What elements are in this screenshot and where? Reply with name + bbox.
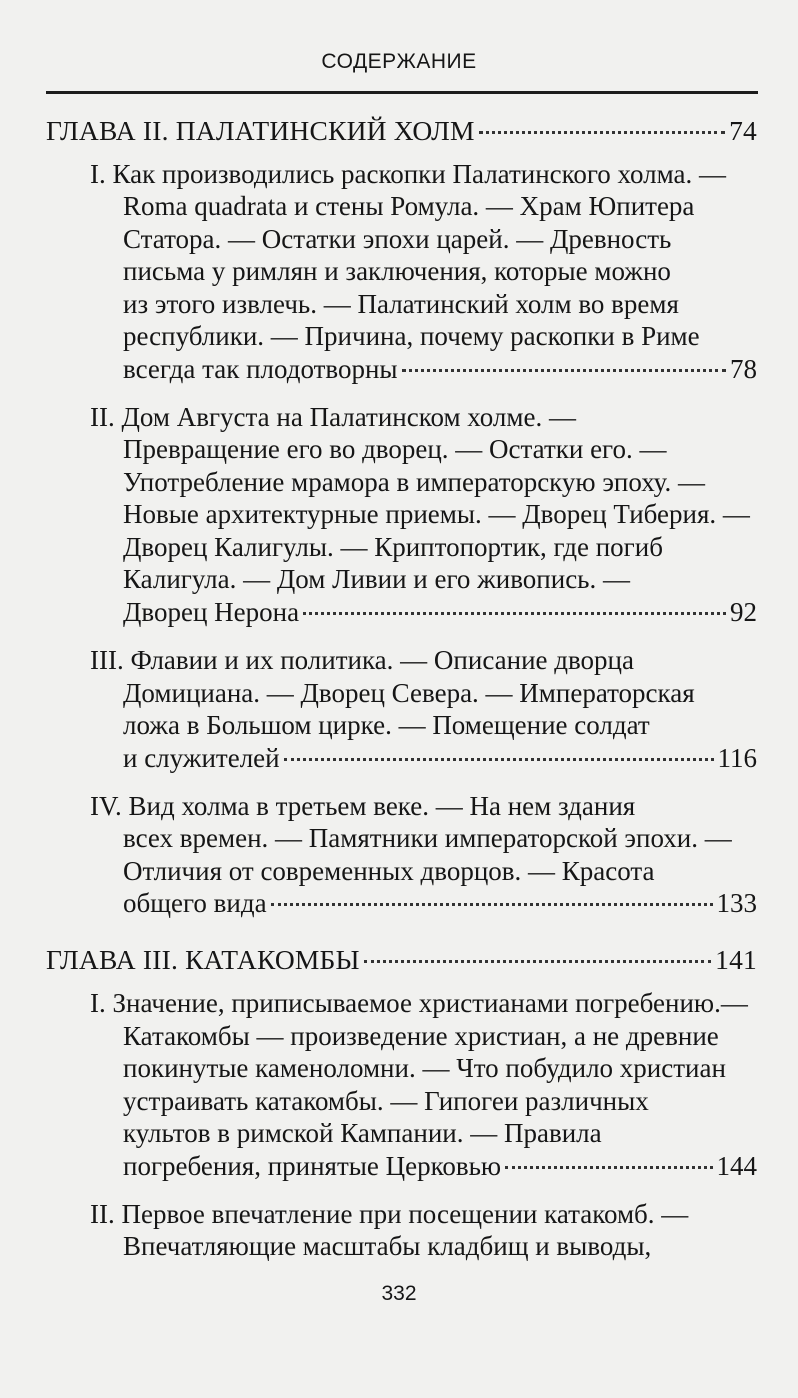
toc-line: устраивать катакомбы. — Гипогеи различных [123,1086,649,1116]
toc-line: Употребление мрамора в императорскую эпоху. — [123,467,705,497]
toc-line: письма у римлян и заключения, которые можно [123,256,671,286]
toc-line: Дворец Калигулы. — Криптопортик, где погиб [123,532,663,562]
toc-line: Впечатляющие масштабы кладбищ и выводы, [123,1231,652,1261]
toc-line: Новые архитектурные приемы. — Дворец Тиберия. — [123,499,750,529]
toc-entry-end: и служителей 116 [123,740,757,776]
toc-line: Превращение его во дворец. — Остатки его. — [123,434,667,464]
toc-line: республики. — Причина, почему раскопки в Риме [123,321,700,351]
toc-line: культов в римской Кампании. — Правила [123,1118,602,1148]
page-number: 141 [715,944,757,975]
toc-line: I. Значение, приписываемое христианами погребению.— [90,988,748,1018]
toc-line: III. Флавии и их политика. — Описание дворца [90,645,634,675]
page-number-footer: 332 [381,1282,417,1305]
toc-line: Статора. — Остатки эпохи царей. — Древность [123,224,672,254]
page-number: 74 [729,115,757,146]
dot-leader [303,612,726,615]
chapter-title: ГЛАВА III. КАТАКОМБЫ [46,944,360,975]
toc-line: всех времен. — Памятники императорской эпохи. — [123,823,732,853]
dot-leader [364,960,711,963]
dot-leader [284,758,714,761]
dot-leader [505,1166,712,1169]
toc-line: покинутые каменоломни. — Что побудило христиан [123,1053,726,1083]
dot-leader [479,131,725,134]
toc-line: IV. Вид холма в третьем веке. — На нем здания [90,791,636,821]
chapter-title: ГЛАВА II. ПАЛАТИНСКИЙ ХОЛМ [46,115,475,146]
toc-entry-end: общего вида 133 [123,885,757,921]
chapter-heading [46,942,757,978]
page-number: 144 [716,1151,757,1181]
toc-entry-end: погребения, принятые Церковью 144 [123,1148,757,1184]
dot-leader [402,369,726,372]
toc-line: II. Дом Августа на Палатинском холме. — [90,402,576,432]
toc-line: из этого извлечь. — Палатинский холм во время [123,289,679,319]
page-number: 92 [730,597,757,627]
running-header: СОДЕРЖАНИЕ [321,50,477,73]
page-number: 133 [716,888,757,918]
header-rule [46,91,758,94]
toc-line: Roma quadrata и стены Ромула. — Храм Юпитера [123,191,695,221]
toc-line: II. Первое впечатление при посещении катакомб. — [90,1199,689,1229]
chapter-heading [46,113,757,149]
page-number: 78 [730,354,757,384]
page-number: 116 [717,743,757,773]
toc-line: I. Как производились раскопки Палатинского холма. — [90,159,727,189]
toc-entry-end: Дворец Нерона 92 [123,594,757,630]
toc-line: ложа в Большом цирке. — Помещение солдат [123,710,650,740]
toc-line: Калигула. — Дом Ливии и его живопись. — [123,564,630,594]
toc-line: Домициана. — Дворец Севера. — Императорская [123,678,695,708]
toc-entry-end: всегда так плодотворны 78 [123,351,757,387]
toc-line: Отличия от современных дворцов. — Красота [123,856,655,886]
toc-line: Катакомбы — произведение христиан, а не древние [123,1021,719,1051]
dot-leader [271,903,713,906]
